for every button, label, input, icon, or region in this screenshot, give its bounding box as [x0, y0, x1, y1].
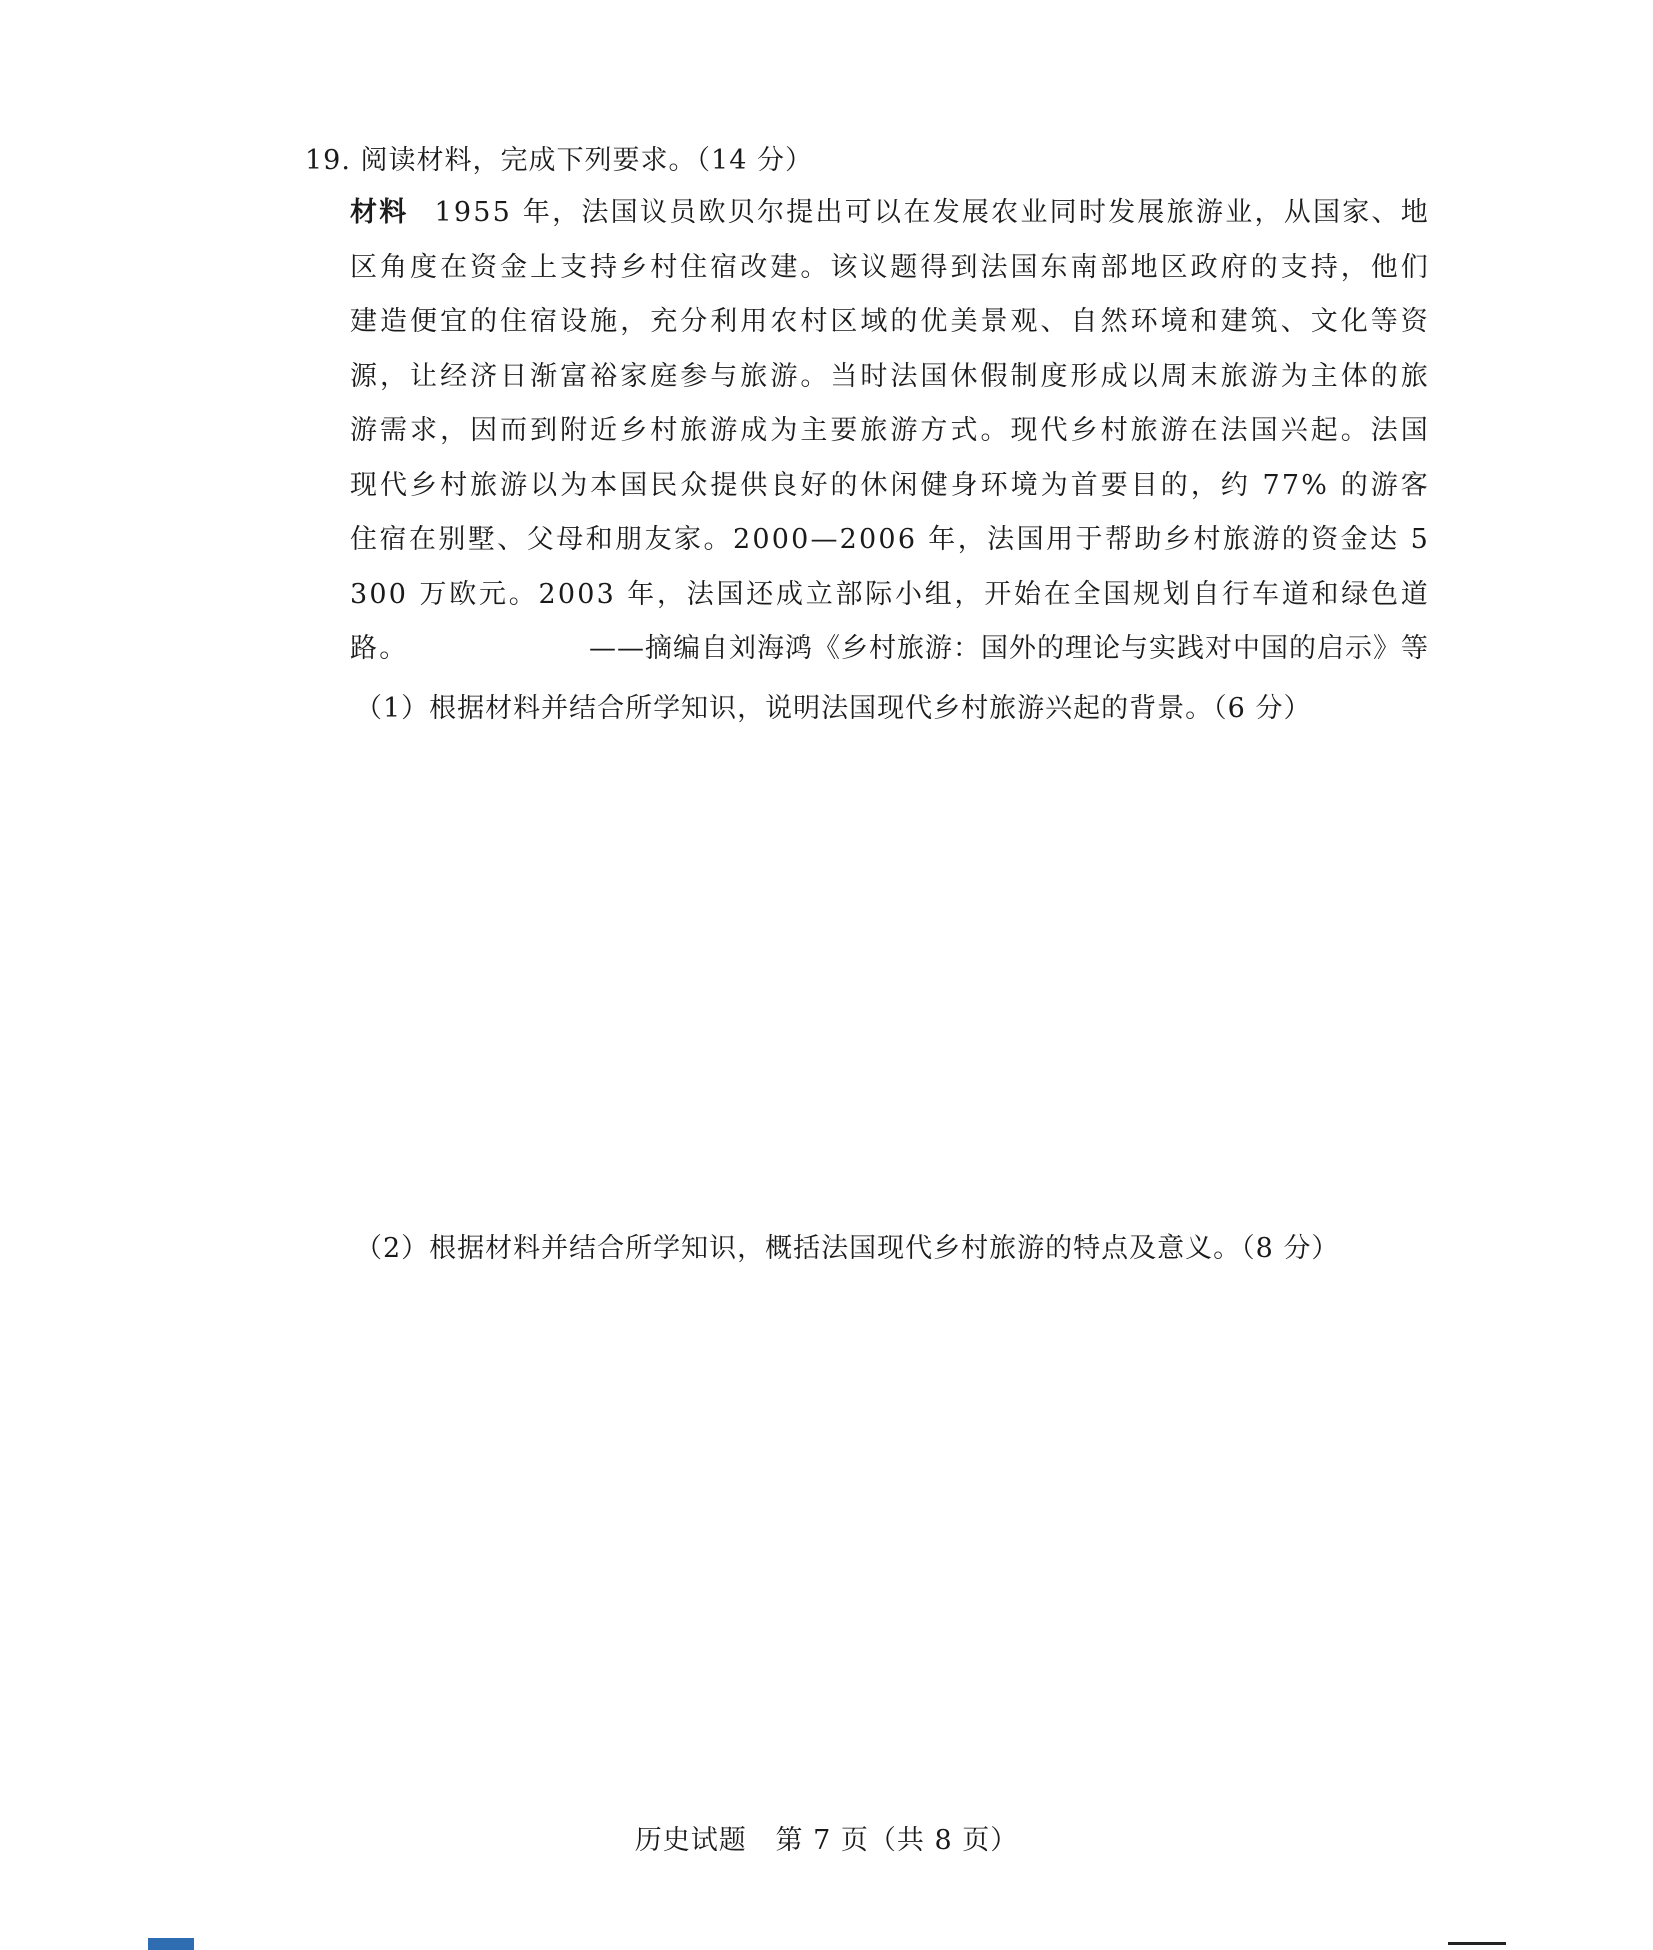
material-passage: [350, 186, 1430, 677]
sub-question-2: （2）根据材料并结合所学知识，概括法国现代乡村旅游的特点及意义。（8 分）: [355, 1233, 1340, 1264]
answer-area-1[interactable]: [355, 740, 1425, 1210]
page-footer: [0, 1818, 1653, 1857]
corner-mark-right: [1448, 1942, 1506, 1945]
sub-question-1: （1）根据材料并结合所学知识，说明法国现代乡村旅游兴起的背景。（6 分）: [355, 693, 1312, 724]
footer-page-info: 第 7 页（共 8 页）: [775, 1825, 1019, 1856]
answer-area-2[interactable]: [355, 1280, 1425, 1780]
footer-subject: 历史试题: [634, 1825, 747, 1856]
material-text: 1955 年，法国议员欧贝尔提出可以在发展农业同时发展旅游业，从国家、地区角度在资金上支持乡村住宿改建。该议题得到法国东南部地区政府的支持，他们建造便宜的住宿设施，充分利用农村区域的优美景观、自然环境和建筑、文化等资源，让经济日渐富裕家庭参与旅游。当时法国休假制度形成以周末旅游为主体的旅游需求，因而到附近乡村旅游成为主要旅游方式。现代乡村旅游在法国兴起。法国现代乡村旅游以为本国民众提供良好的休闲健身环境为首要目的，约 77% 的游客住宿在别墅、父母和朋友家。2000—2006 年，法国用于帮助乡村旅游的资金达 5 300 万欧元。2003 年，法国还成立部际小组，开始在全国规划自行车道和绿色道路。: [350, 197, 1430, 664]
question-title: 19. 阅读材料，完成下列要求。（14 分）: [305, 145, 813, 176]
material-label: 材料: [350, 197, 409, 228]
material-source: ——摘编自刘海鸿《乡村旅游：国外的理论与实践对中国的启示》等: [589, 633, 1429, 664]
corner-mark-left: [148, 1938, 194, 1950]
